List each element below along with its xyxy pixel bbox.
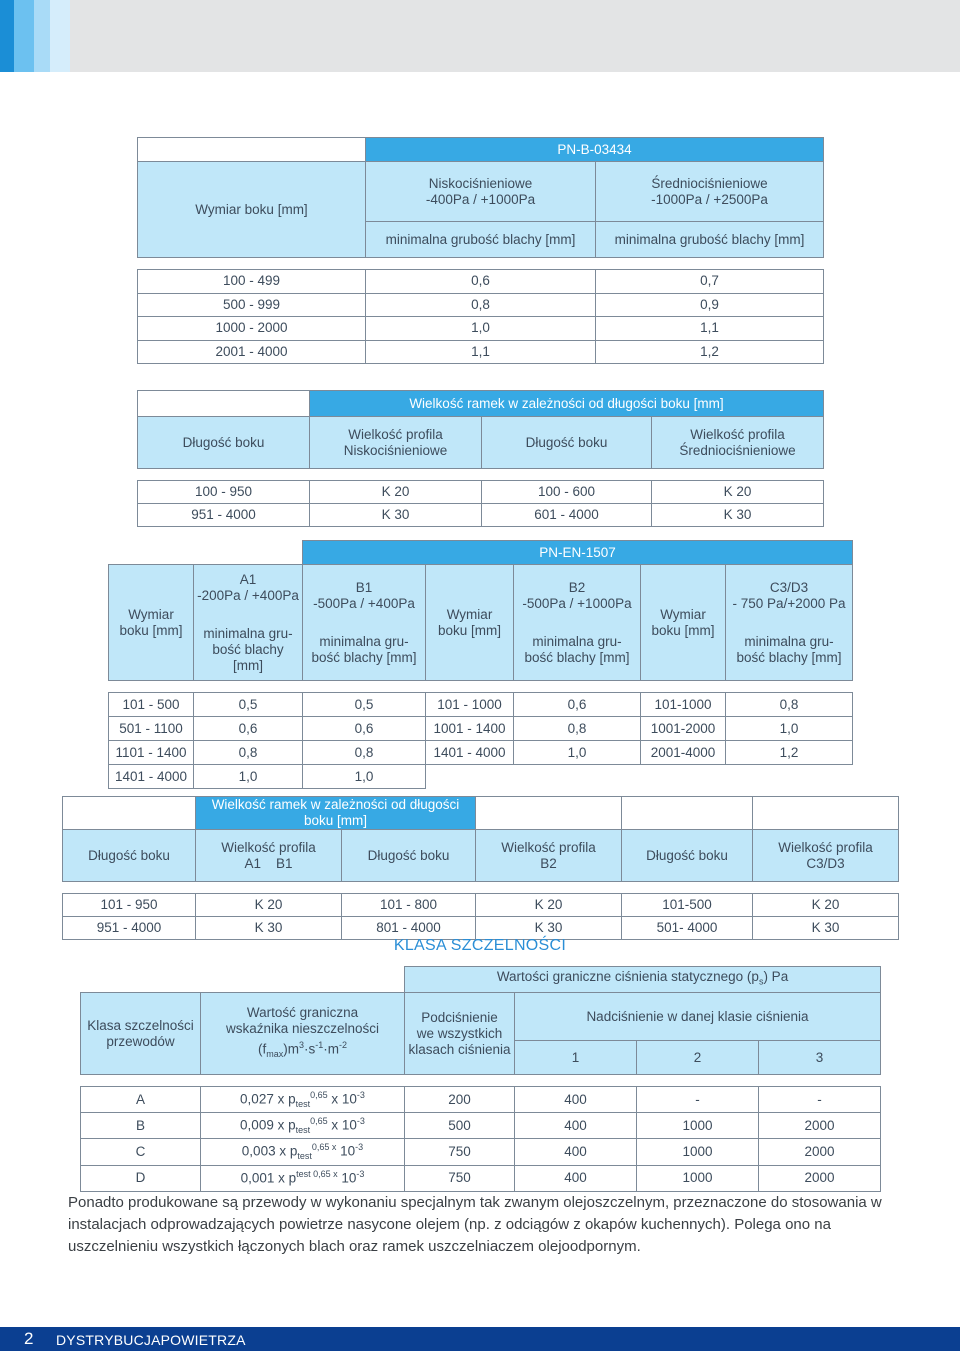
table-row: 1401 - 4000 1,0 1,0 bbox=[109, 765, 853, 789]
pnb-frame-table bbox=[137, 390, 824, 527]
pressure-class-2: 2 bbox=[637, 1041, 759, 1075]
thickness-header: minimalna grubość blachy [mm] bbox=[366, 222, 596, 258]
profile-low-header: Wielkość profila Niskociśnieniowe bbox=[310, 417, 482, 469]
pnen-frame-table bbox=[62, 796, 899, 940]
length-header: Długość boku bbox=[342, 830, 476, 882]
class-b1-header: B1 -500Pa / +400Pa minimalna gru- bość blachy [mm] bbox=[303, 565, 426, 681]
pnb-thickness-table bbox=[137, 137, 824, 364]
length-header: Długość boku bbox=[622, 830, 753, 882]
profile-a1b1-header: Wielkość profila A1 B1 bbox=[196, 830, 342, 882]
overpressure-header: Nadciśnienie w danej klasie ciśnienia bbox=[515, 993, 881, 1041]
class-header: Klasa szczelności przewodów bbox=[81, 993, 201, 1075]
frame-table-title: Wielkość ramek w zależności od długości boku [mm] bbox=[196, 797, 476, 830]
length-header: Długość boku bbox=[482, 417, 652, 469]
table-row: 101 - 500 0,5 0,5 101 - 1000 0,6 101-1000 0,8 bbox=[109, 693, 853, 717]
profile-c3d3-header: Wielkość profila C3/D3 bbox=[753, 830, 899, 882]
banner-stripe bbox=[50, 0, 70, 72]
table-row: 500 - 999 0,8 0,9 bbox=[138, 293, 824, 317]
limits-header: Wartości graniczne ciśnienia statycznego $(p_s)$ Pa bbox=[405, 967, 881, 993]
class-a1-header: A1 -200Pa / +400Pa minimalna gru- bość blachy [mm] bbox=[194, 565, 303, 681]
pressure-class-1: 1 bbox=[515, 1041, 637, 1075]
norm-header: PN-B-03434 bbox=[366, 138, 824, 162]
brand-name: DYSTRYBUCJAPOWIETRZA bbox=[56, 1332, 246, 1348]
table-row: A 0,027 x $p_{test}^{0,65}$ x $10^{-3}$ 200 400 - - bbox=[81, 1087, 881, 1113]
section-title: KLASA SZCZELNOŚCI bbox=[393, 937, 567, 954]
leakage-header: Wartość graniczna wskaźnika nieszczelności $(f_{max})m^3\cdot s^{-1}\cdot m^{-2}$ bbox=[201, 993, 405, 1075]
table-row: B 0,009 x $p_{test}^{0,65}$ x $10^{-3}$ 500 400 1000 2000 bbox=[81, 1113, 881, 1139]
dimension-header: Wymiar boku [mm] bbox=[109, 565, 194, 681]
norm-header: PN-EN-1507 bbox=[303, 541, 853, 565]
table-row: 100 - 499 0,6 0,7 bbox=[138, 270, 824, 294]
profile-b2-header: Wielkość profila B2 bbox=[476, 830, 622, 882]
length-header: Długość boku bbox=[63, 830, 196, 882]
table-row: 501 - 1100 0,6 0,6 1001 - 1400 0,8 1001-2000 1,0 bbox=[109, 717, 853, 741]
page-number: 2 bbox=[24, 1329, 34, 1348]
banner-stripe bbox=[34, 0, 50, 72]
top-banner bbox=[0, 0, 960, 72]
table-row: 951 - 4000 K 30 601 - 4000 K 30 bbox=[138, 504, 824, 527]
low-pressure-header: Niskociśnieniowe -400Pa / +1000Pa bbox=[366, 162, 596, 222]
body-paragraph: Ponadto produkowane są przewody w wykonaniu specjalnym tak zwanym olejoszczelnym, przeznaczone do stosowania w instalacjach odprowadzających powietrze nasycone olejem (np. z odciągów z okapów kuchennych). Polega ono na uszczelnieniu wszystkich łączonych blach oraz ramek uszczelniaczem olejoodpornym. bbox=[68, 1194, 882, 1255]
table-row: 101 - 950 K 20 101 - 800 K 20 101-500 K 20 bbox=[63, 894, 899, 917]
table-row: 100 - 950 K 20 100 - 600 K 20 bbox=[138, 481, 824, 504]
leakage-class-table bbox=[80, 966, 881, 1192]
table-row: 1101 - 1400 0,8 0,8 1401 - 4000 1,0 2001-4000 1,2 bbox=[109, 741, 853, 765]
length-header: Długość boku bbox=[138, 417, 310, 469]
banner-stripe bbox=[14, 0, 34, 72]
table-row: 1000 - 2000 1,0 1,1 bbox=[138, 317, 824, 341]
class-c3d3-header: C3/D3 - 750 Pa/+2000 Pa minimalna gru- bość blachy [mm] bbox=[726, 565, 853, 681]
mid-pressure-header: Średniociśnieniowe -1000Pa / +2500Pa bbox=[596, 162, 824, 222]
frame-table-title: Wielkość ramek w zależności od długości boku [mm] bbox=[310, 391, 824, 417]
banner-stripe bbox=[0, 0, 14, 72]
dimension-header: Wymiar boku [mm] bbox=[138, 162, 366, 258]
dimension-header: Wymiar boku [mm] bbox=[641, 565, 726, 681]
class-b2-header: B2 -500Pa / +1000Pa minimalna gru- bość blachy [mm] bbox=[514, 565, 641, 681]
pnen-thickness-table bbox=[108, 540, 853, 789]
table-row: D 0,001 x $p^{test 0,65 x}$ $10^{-3}$ 750 400 1000 2000 bbox=[81, 1165, 881, 1191]
thickness-header: minimalna grubość blachy [mm] bbox=[596, 222, 824, 258]
table-row: 951 - 4000 K 30 801 - 4000 K 30 501- 4000 K 30 bbox=[63, 917, 899, 940]
footer-bar bbox=[0, 1327, 960, 1351]
dimension-header: Wymiar boku [mm] bbox=[426, 565, 514, 681]
profile-mid-header: Wielkość profila Średniociśnieniowe bbox=[652, 417, 824, 469]
table-row: C 0,003 x $p_{test}^{0,65 x}$ $10^{-3}$ 750 400 1000 2000 bbox=[81, 1139, 881, 1165]
table-row: 2001 - 4000 1,1 1,2 bbox=[138, 340, 824, 364]
negative-pressure-header: Podciśnienie we wszystkich klasach ciśnienia bbox=[405, 993, 515, 1075]
pressure-class-3: 3 bbox=[759, 1041, 881, 1075]
